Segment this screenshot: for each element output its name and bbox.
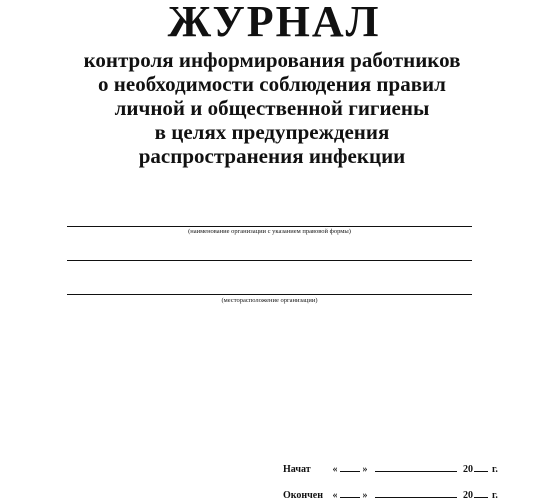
end-month-field[interactable]	[375, 488, 457, 498]
close-quote: »	[362, 490, 368, 501]
end-date-row	[283, 488, 498, 502]
start-date-row	[283, 462, 498, 476]
open-quote: «	[332, 490, 338, 501]
start-year-field[interactable]	[474, 462, 488, 472]
end-year-field[interactable]	[474, 488, 488, 498]
subtitle-line: о необходимости соблюдения правил	[98, 72, 446, 96]
journal-subtitle	[0, 48, 544, 168]
journal-title: ЖУРНАЛ	[167, 0, 381, 46]
location-caption: (месторасположение организации)	[221, 297, 318, 304]
start-year-suffix: г.	[492, 464, 498, 475]
start-day-field[interactable]	[340, 462, 360, 472]
org-name-line[interactable]	[67, 226, 472, 227]
org-name-caption: (наименование организации с указанием правовой формы)	[188, 228, 351, 235]
start-label: Начат	[283, 464, 311, 475]
close-quote: »	[362, 464, 368, 475]
location-line[interactable]	[67, 294, 472, 295]
end-century: 20	[463, 490, 473, 501]
end-year-suffix: г.	[492, 490, 498, 501]
subtitle-line: контроля информирования работников	[83, 48, 461, 72]
end-day-field[interactable]	[340, 488, 360, 498]
start-century: 20	[463, 464, 473, 475]
subtitle-line: личной и общественной гигиены	[114, 96, 430, 120]
org-name-line-2[interactable]	[67, 260, 472, 261]
subtitle-line: в целях предупреждения	[154, 120, 390, 144]
subtitle-line: распространения инфекции	[138, 144, 406, 168]
open-quote: «	[332, 464, 338, 475]
end-label: Окончен	[283, 490, 324, 501]
start-month-field[interactable]	[375, 462, 457, 472]
